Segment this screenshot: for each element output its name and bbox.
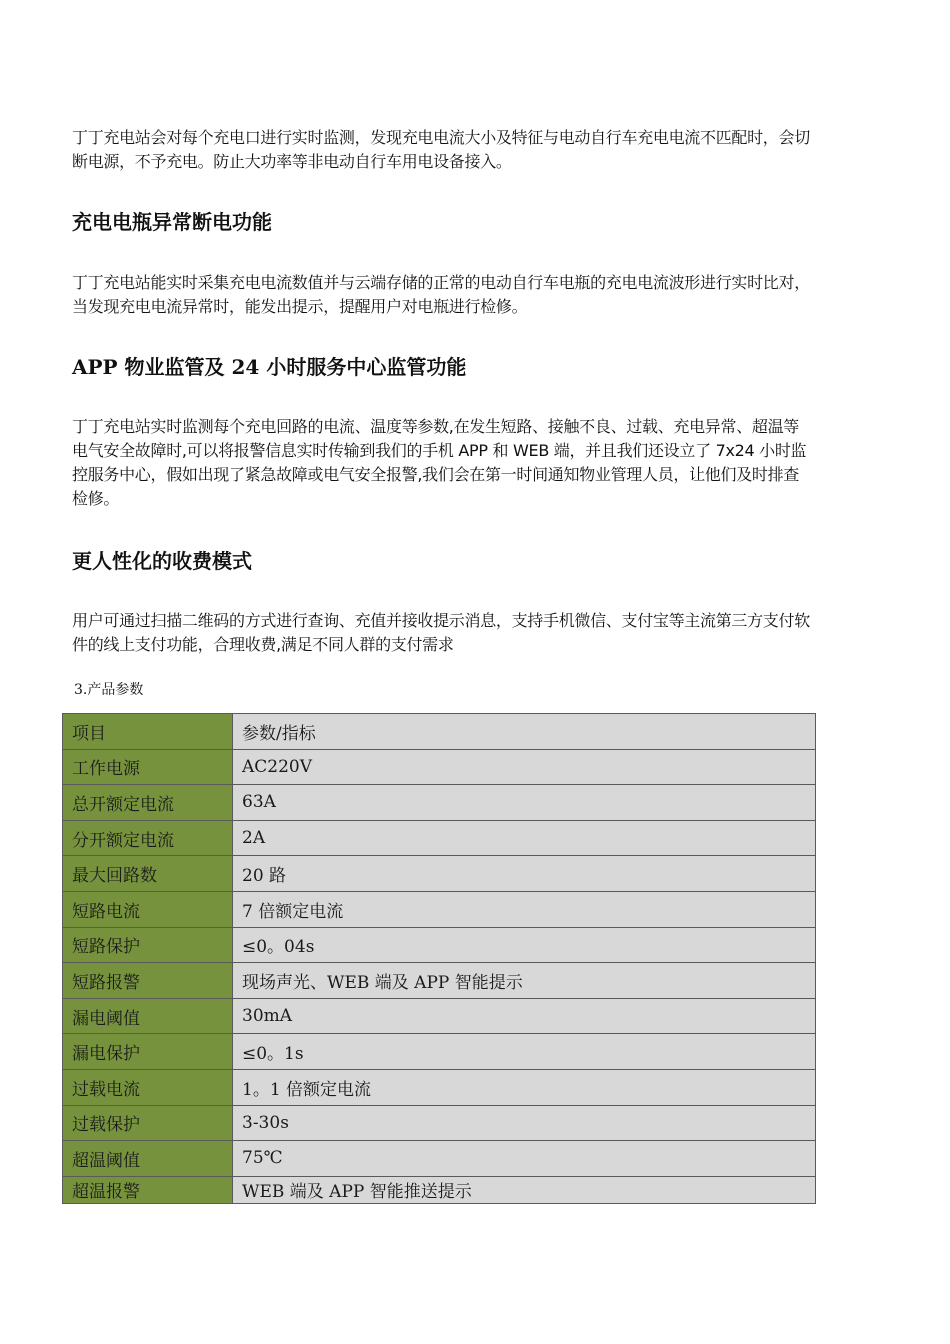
header-cell-value: 参数/指标 <box>233 714 816 750</box>
app-section-heading: APP 物业监管及 24 小时服务中心监管功能 <box>72 355 467 379</box>
param-label: 短路电流 <box>63 891 233 927</box>
table-row <box>63 1069 816 1105</box>
battery-section-heading: 充电电瓶异常断电功能 <box>72 210 272 234</box>
table-row <box>63 820 816 856</box>
param-label: 工作电源 <box>63 749 233 785</box>
params-caption: 3.产品参数 <box>74 682 144 698</box>
param-label: 漏电阈值 <box>63 998 233 1034</box>
fee-section-paragraph: 用户可通过扫描二维码的方式进行查询、充值并接收提示消息，支持手机微信、支付宝等主流第三方支付软件的线上支付功能，合理收费,满足不同人群的支付需求 <box>72 611 810 654</box>
table-row <box>63 856 816 892</box>
product-params-table <box>62 713 816 1204</box>
app-section-paragraph: 丁丁充电站实时监测每个充电回路的电流、温度等参数,在发生短路、接触不良、过载、充电异常、超温等电气安全故障时,可以将报警信息实时传输到我们的手机 APP 和 WEB 端，并且我们还设立了 7x24 小时监控服务中心，假如出现了紧急故障或电气安全报警,我们会在第一时间通知物业管理人员，让他们及时排查检修。 <box>72 417 807 508</box>
table-row <box>63 749 816 785</box>
param-value: ≤0。1s <box>233 1034 816 1070</box>
param-label: 过载电流 <box>63 1069 233 1105</box>
param-value: 20 路 <box>233 856 816 892</box>
param-value: 3-30s <box>233 1105 816 1141</box>
table-row <box>63 998 816 1034</box>
param-label: 超温阈值 <box>63 1141 233 1177</box>
param-label: 过载保护 <box>63 1105 233 1141</box>
intro-paragraph: 丁丁充电站会对每个充电口进行实时监测，发现充电电流大小及特征与电动自行车充电电流不匹配时，会切断电源，不予充电。防止大功率等非电动自行车用电设备接入。 <box>72 128 810 171</box>
table-row <box>63 1176 816 1203</box>
battery-section-paragraph: 丁丁充电站能实时采集充电电流数值并与云端存储的正常的电动自行车电瓶的充电电流波形进行实时比对，当发现充电电流异常时，能发出提示，提醒用户对电瓶进行检修。 <box>72 273 810 316</box>
param-value: AC220V <box>233 749 816 785</box>
header-cell-item: 项目 <box>63 714 233 750</box>
param-label: 最大回路数 <box>63 856 233 892</box>
table-header-row <box>63 714 816 750</box>
table-row <box>63 891 816 927</box>
table-row <box>63 1034 816 1070</box>
param-value: 63A <box>233 785 816 821</box>
param-label: 总开额定电流 <box>63 785 233 821</box>
table-row <box>63 785 816 821</box>
param-value: WEB 端及 APP 智能推送提示 <box>233 1176 816 1203</box>
param-label: 分开额定电流 <box>63 820 233 856</box>
param-value: 现场声光、WEB 端及 APP 智能提示 <box>233 963 816 999</box>
table-row <box>63 1105 816 1141</box>
table-row <box>63 927 816 963</box>
param-value: 7 倍额定电流 <box>233 891 816 927</box>
fee-section-heading: 更人性化的收费模式 <box>72 549 252 573</box>
param-value: 2A <box>233 820 816 856</box>
param-label: 漏电保护 <box>63 1034 233 1070</box>
param-label: 超温报警 <box>63 1176 233 1203</box>
param-label: 短路报警 <box>63 963 233 999</box>
param-value: 30mA <box>233 998 816 1034</box>
param-value: 1。1 倍额定电流 <box>233 1069 816 1105</box>
param-value: 75℃ <box>233 1141 816 1177</box>
table-row <box>63 963 816 999</box>
table-row <box>63 1141 816 1177</box>
param-value: ≤0。04s <box>233 927 816 963</box>
param-label: 短路保护 <box>63 927 233 963</box>
